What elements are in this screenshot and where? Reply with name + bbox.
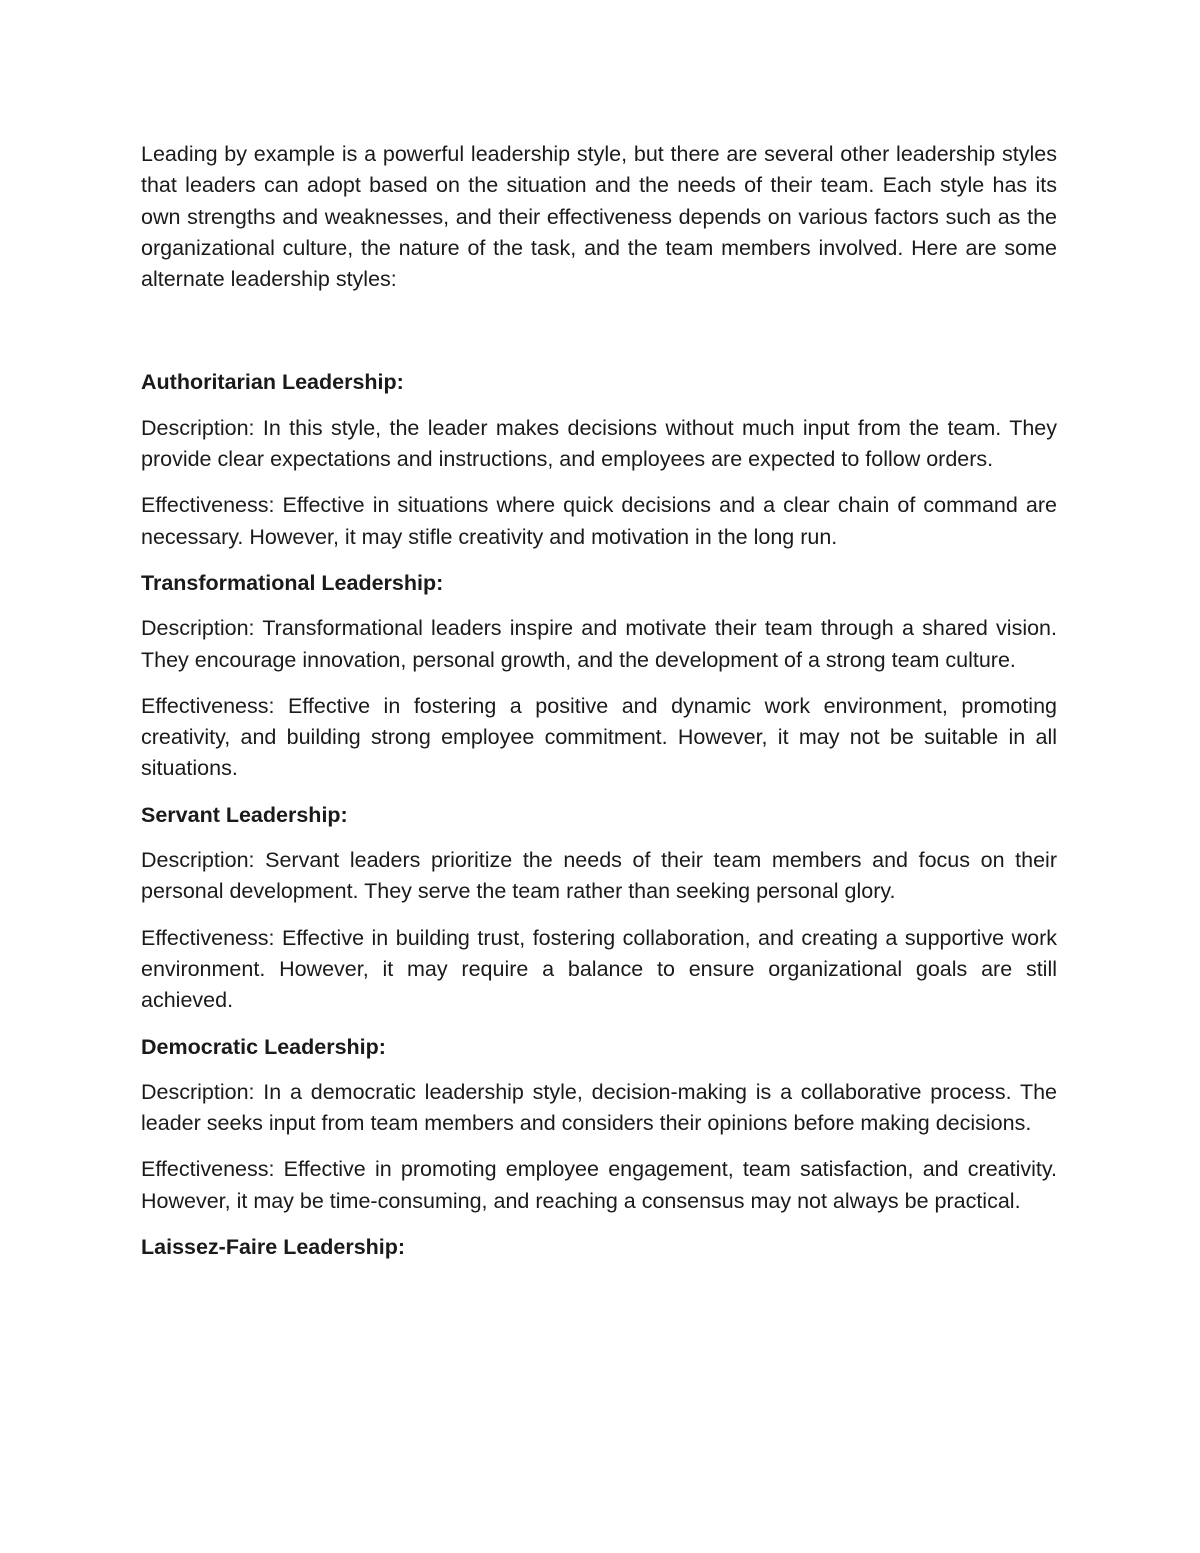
intro-paragraph: Leading by example is a powerful leadership style, but there are several other leadership styles that leaders can adopt based on the situation and the needs of their team. Each style has its own strengths and weaknesses, and their effectiveness depends on various factors such as the organizational culture, the nature of the task, and the team members involved. Here are some alternate leadership styles:: [141, 142, 1057, 292]
section-description: Description: In a democratic leadership style, decision-making is a collaborative process. The leader seeks input from team members and considers their opinions before making decisions.: [141, 1079, 1057, 1136]
section-heading: Democratic Leadership:: [141, 1034, 386, 1059]
section-effectiveness: Effectiveness: Effective in situations where quick decisions and a clear chain of command are necessary. However, it may stifle creativity and motivation in the long run.: [141, 493, 1057, 549]
section-description: Description: Transformational leaders inspire and motivate their team through a shared vision. They encourage innovation, personal growth, and the development of a strong team culture.: [141, 616, 1057, 672]
section-heading: Laissez-Faire Leadership:: [141, 1235, 406, 1260]
section-transformational: [141, 568, 1057, 785]
section-heading: Authoritarian Leadership:: [141, 370, 404, 395]
section-laissez-faire: [141, 1232, 1057, 1263]
section-heading: Servant Leadership:: [141, 802, 348, 827]
section-description: Description: Servant leaders prioritize the needs of their team members and focus on their personal development. They serve the team rather than seeking personal glory.: [141, 848, 1057, 904]
section-description: Description: In this style, the leader makes decisions without much input from the team. They provide clear expectations and instructions, and employees are expected to follow orders.: [141, 415, 1057, 472]
section-heading: Transformational Leadership:: [141, 570, 444, 595]
section-authoritarian: [141, 367, 1057, 552]
section-effectiveness: Effectiveness: Effective in fostering a positive and dynamic work environment, promoting creativity, and building strong employee commitment. However, it may not be suitable in all situations.: [141, 693, 1057, 781]
section-servant: [141, 800, 1057, 1017]
document-page: [141, 139, 1057, 1277]
section-democratic: [141, 1032, 1057, 1217]
section-effectiveness: Effectiveness: Effective in promoting employee engagement, team satisfaction, and creativity. However, it may be time-consuming, and reaching a consensus may not always be practical.: [141, 1157, 1057, 1213]
section-effectiveness: Effectiveness: Effective in building trust, fostering collaboration, and creating a supportive work environment. However, it may require a balance to ensure organizational goals are still achieved.: [141, 925, 1057, 1013]
